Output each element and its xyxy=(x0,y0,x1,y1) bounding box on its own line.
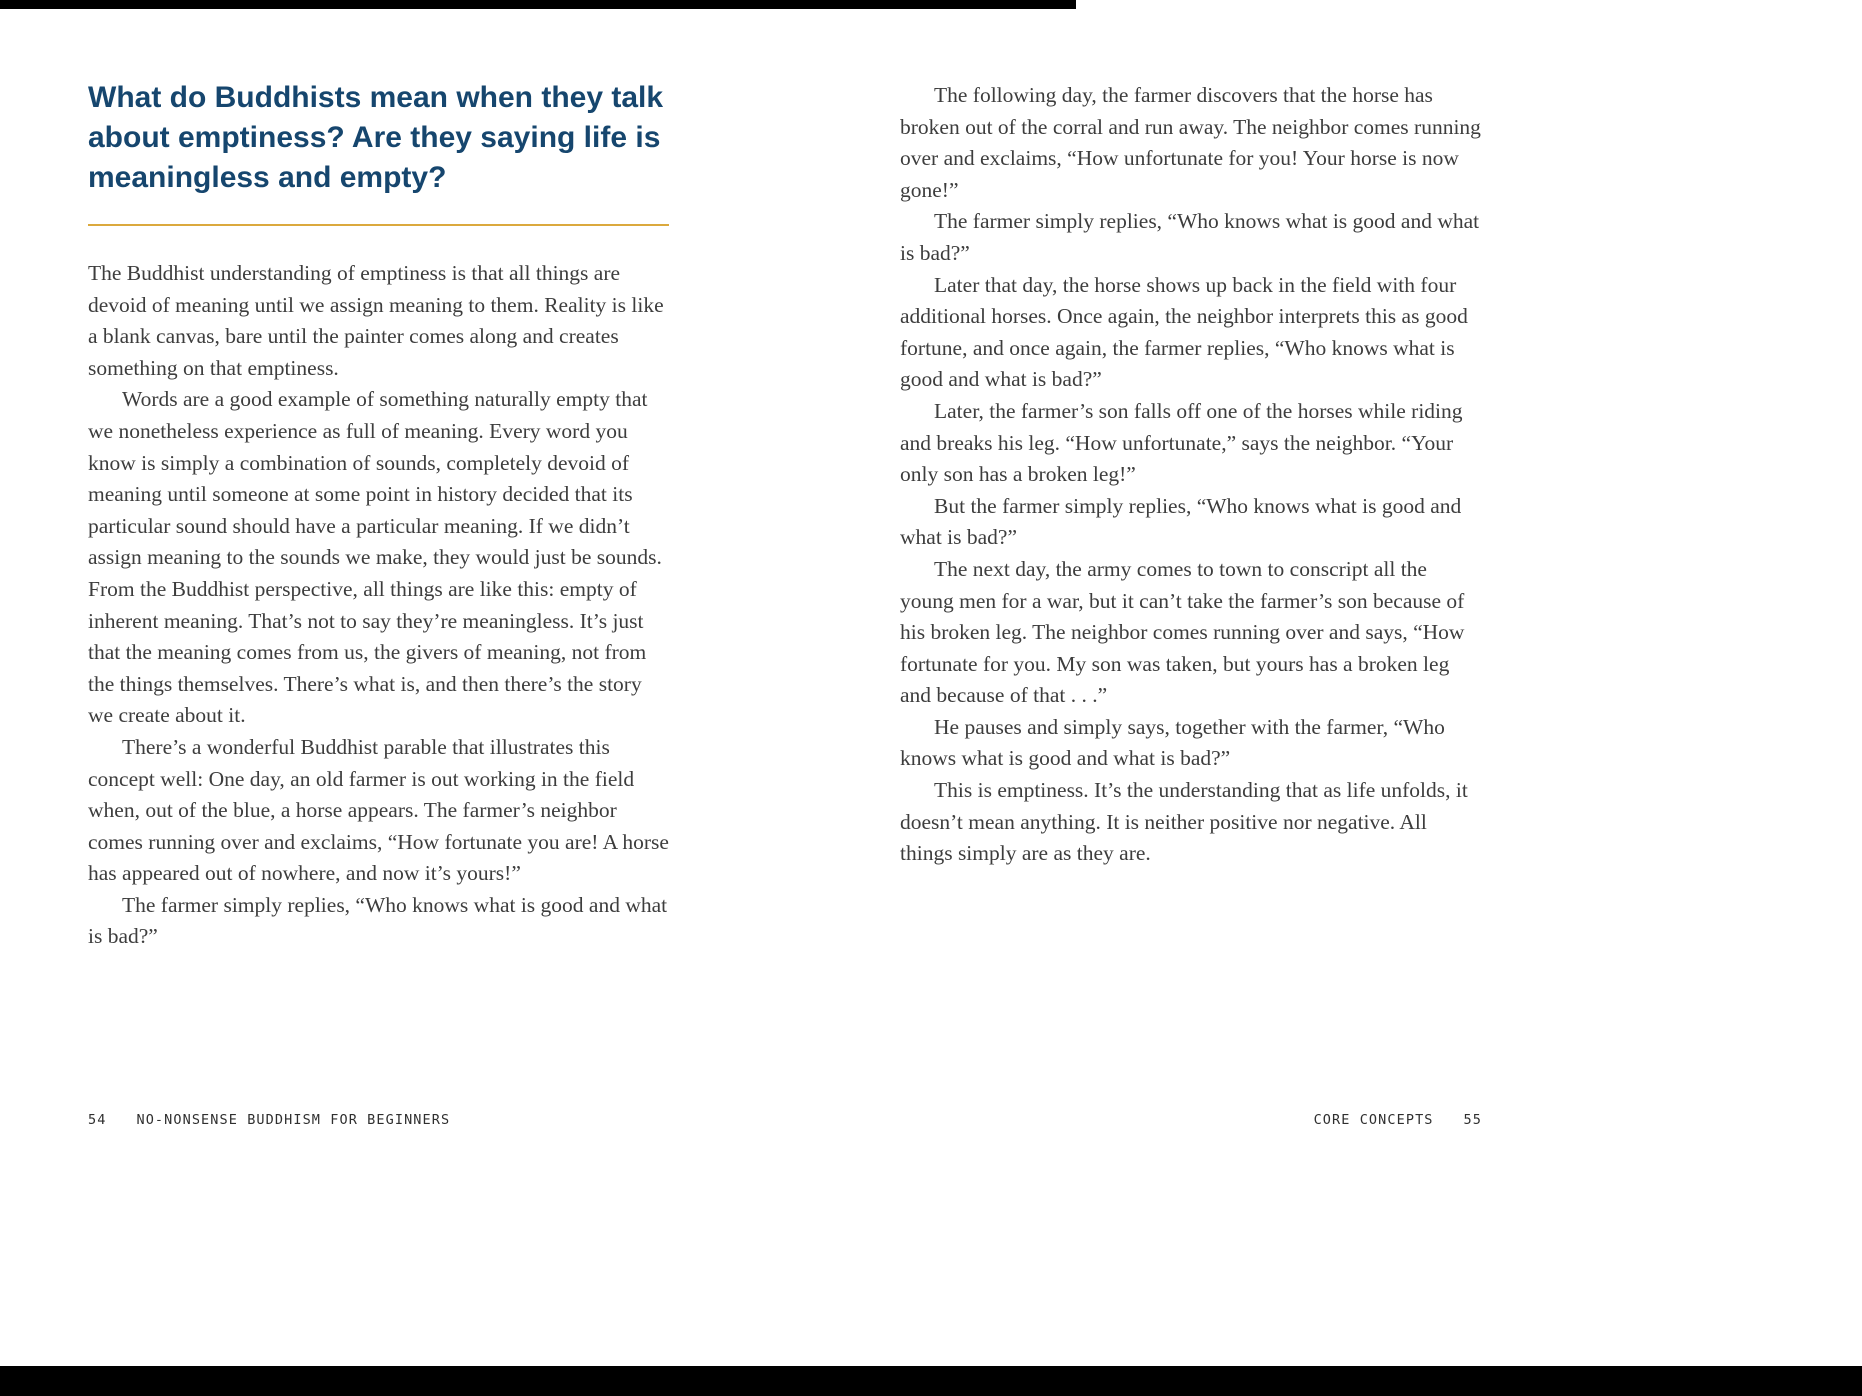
left-page-footer xyxy=(88,1112,450,1128)
paragraph: But the farmer simply replies, “Who knows what is good and what is bad?” xyxy=(900,493,1462,550)
left-page xyxy=(88,78,669,953)
paragraph: The Buddhist understanding of emptiness is that all things are devoid of meaning until we assign meaning to them. Reality is like a blank canvas, bare until the painter comes along and creates something on that emptiness. xyxy=(88,261,664,380)
right-page xyxy=(900,80,1482,870)
paragraph: Later, the farmer’s son falls off one of the horses while riding and breaks his leg. “How unfortunate,” says the neighbor. “Your only son has a broken leg!” xyxy=(900,398,1463,487)
paragraph: He pauses and simply says, together with the farmer, “Who knows what is good and what is bad?” xyxy=(900,714,1445,771)
scan-edge-top xyxy=(0,0,1076,9)
page-number: 55 xyxy=(1463,1112,1482,1128)
paragraph: The following day, the farmer discovers that the horse has broken out of the corral and run away. The neighbor comes running over and exclaims, “How unfortunate for you! Your horse is now gone!” xyxy=(900,83,1481,202)
right-page-footer xyxy=(1314,1112,1482,1128)
paragraph: The farmer simply replies, “Who knows what is good and what is bad?” xyxy=(900,209,1480,265)
scan-edge-bottom xyxy=(0,1366,1862,1396)
paragraph: There’s a wonderful Buddhist parable that illustrates this concept well: One day, an old farmer is out working in the field when, out of the blue, a horse appears. The farmer’s neighbor comes running over and exclaims, “How fortunate you are! A horse has appeared out of nowhere, and now it’s yours!” xyxy=(88,734,669,886)
running-title: NO-NONSENSE BUDDHISM FOR BEGINNERS xyxy=(136,1112,451,1128)
section-title: CORE CONCEPTS xyxy=(1313,1112,1434,1128)
heading-divider-rule xyxy=(88,224,669,226)
paragraph: The farmer simply replies, “Who knows what is good and what is bad?” xyxy=(88,892,668,949)
paragraph: The next day, the army comes to town to conscript all the young men for a war, but it can’t take the farmer’s son because of his broken leg. The neighbor comes running over and says, “How fortunate for you. My son was taken, but yours has a broken leg and because of that . . .” xyxy=(900,556,1465,708)
paragraph: This is emptiness. It’s the understanding that as life unfolds, it doesn’t mean anything. It is neither positive nor negative. All things simply are as they are. xyxy=(900,778,1468,866)
paragraph: Words are a good example of something naturally empty that we nonetheless experience as full of meaning. Every word you know is simply a combination of sounds, completely devoid of meaning until someone at some point in history decided that its particular sound should have a particular meaning. If we didn’t assign meaning to the sounds we make, they would just be sounds. From the Buddhist perspective, all things are like this: empty of inherent meaning. That’s not to say they’re meaningless. It’s just that the meaning comes from us, the givers of meaning, not from the things themselves. There’s what is, and then there’s the story we create about it. xyxy=(88,387,662,728)
paragraph: Later that day, the horse shows up back in the field with four additional horses. Once again, the neighbor interprets this as good fortune, and once again, the farmer replies, “Who knows what is good and what is bad?” xyxy=(900,272,1468,392)
question-heading: What do Buddhists mean when they talk about emptiness? Are they saying life is meaningless and empty? xyxy=(88,81,664,194)
page-number: 54 xyxy=(88,1112,107,1128)
